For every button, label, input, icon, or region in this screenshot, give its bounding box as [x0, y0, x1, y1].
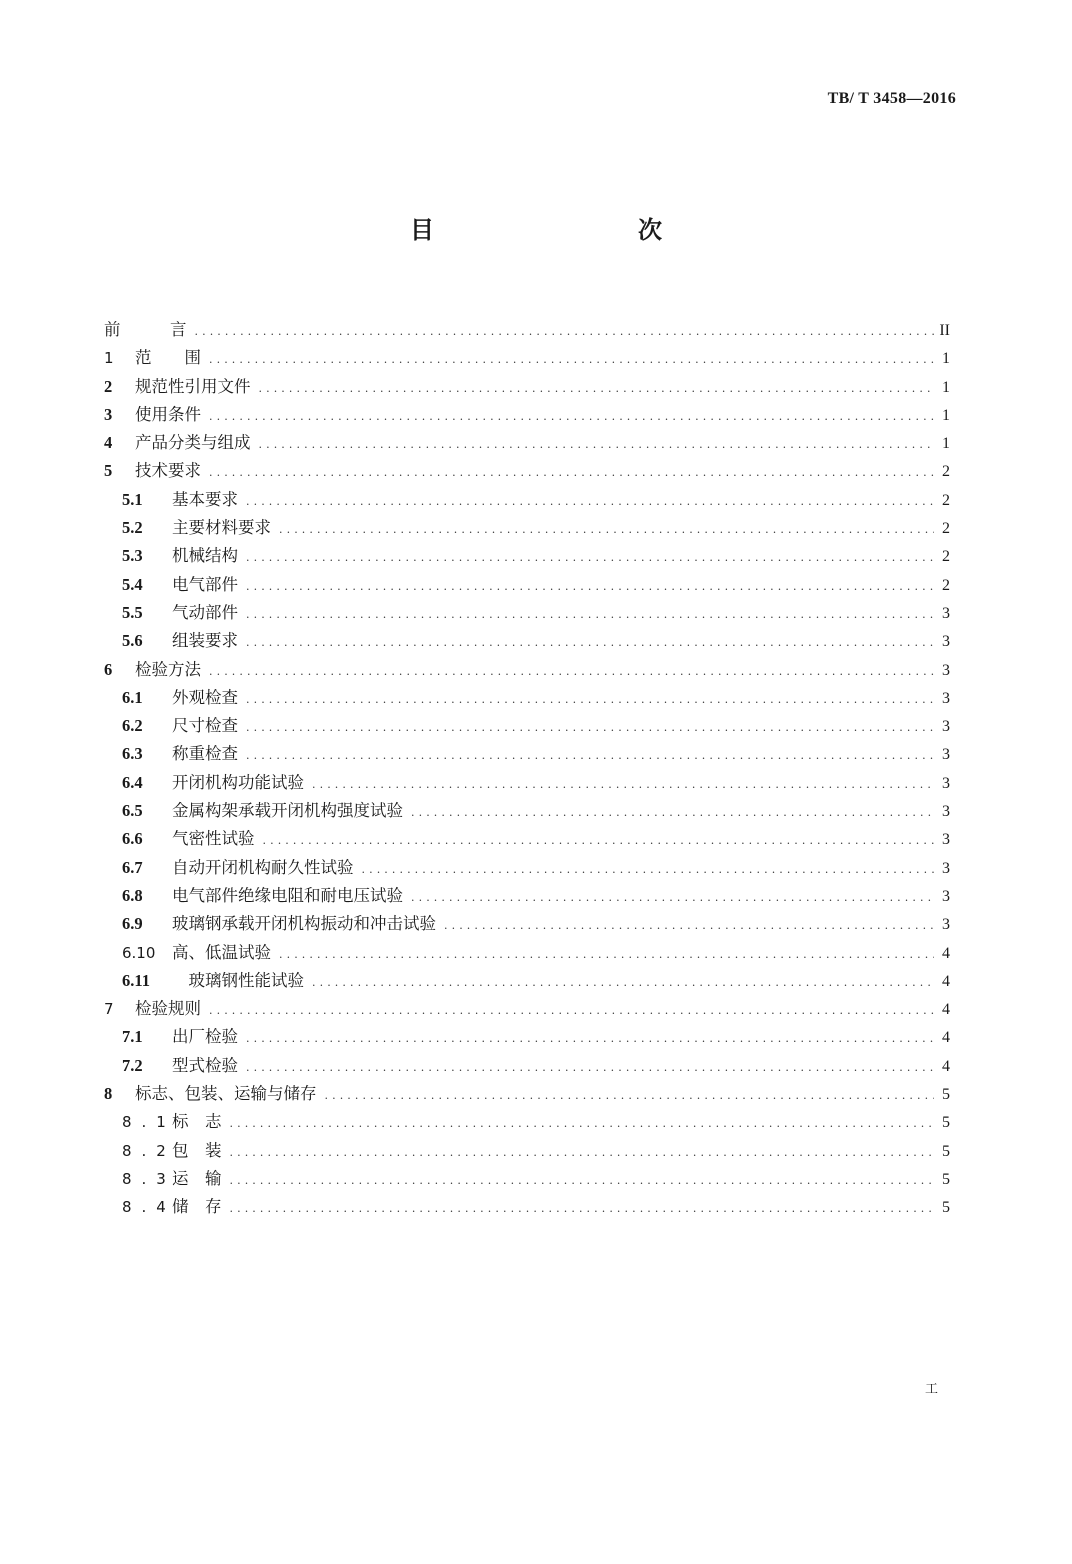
dot-leader — [312, 778, 934, 791]
toc-entry[interactable] — [104, 656, 950, 684]
toc-entry-number: 6.8 — [122, 885, 143, 905]
toc-entry-label: 前 言 — [104, 320, 187, 339]
toc-entry-number: 5.1 — [122, 489, 143, 509]
toc-entry-label: 包 装 — [172, 1140, 222, 1160]
toc-entry-label: 技术要求 — [135, 461, 201, 481]
toc-entry[interactable] — [104, 939, 950, 967]
toc-entry-page: 3 — [942, 661, 950, 679]
toc-entry-number: 6.6 — [122, 829, 143, 849]
toc-entry-page: 5 — [942, 1086, 950, 1104]
page-title: 目 次 — [410, 215, 714, 244]
toc-entry[interactable] — [104, 1080, 950, 1108]
toc-entry-number: 7 — [104, 1000, 114, 1019]
toc-entry[interactable] — [104, 1023, 950, 1051]
toc-entry-label: 产品分类与组成 — [135, 433, 251, 453]
toc-entry-label: 玻璃钢承载开闭机构振动和冲击试验 — [172, 914, 436, 934]
toc-entry-number: 6.10 — [122, 943, 156, 962]
toc-entry-number: 3 — [104, 404, 113, 424]
toc-entry-number: 6.5 — [122, 801, 143, 821]
toc-entry[interactable] — [104, 797, 950, 825]
toc-entry[interactable] — [104, 825, 950, 853]
toc-entry-number: 6.11 — [122, 970, 150, 990]
dot-leader — [263, 834, 935, 847]
dot-leader — [279, 523, 934, 536]
dot-leader — [209, 466, 934, 479]
toc-entry-page: 3 — [942, 803, 950, 821]
toc-entry[interactable] — [104, 684, 950, 712]
toc-entry-label: 规范性引用文件 — [135, 376, 251, 396]
toc-entry[interactable] — [104, 486, 950, 514]
toc-entry-label: 储 存 — [172, 1197, 222, 1217]
toc-entry-page: 3 — [942, 689, 950, 707]
toc-entry-page: 2 — [942, 463, 950, 481]
toc-entry-page: II — [939, 322, 950, 339]
toc-entry-page: 1 — [942, 435, 950, 453]
toc-entry-page: 5 — [942, 1114, 950, 1132]
toc-entry-label: 开闭机构功能试验 — [172, 772, 304, 792]
toc-entry[interactable] — [104, 1052, 950, 1080]
toc-entry-page: 3 — [942, 887, 950, 905]
toc-entry-page: 3 — [942, 859, 950, 877]
toc-entry-page: 1 — [942, 350, 950, 368]
toc-entry-page: 2 — [942, 548, 950, 566]
toc-entry-number: 7.1 — [122, 1027, 143, 1047]
toc-entry-label: 气密性试验 — [172, 829, 255, 849]
toc-entry[interactable] — [104, 344, 950, 372]
dot-leader — [209, 353, 934, 366]
toc-entry-page: 4 — [942, 1001, 950, 1019]
toc-entry-number: 7.2 — [122, 1055, 143, 1075]
toc-entry-page: 3 — [942, 718, 950, 736]
dot-leader — [230, 1202, 935, 1215]
toc-entry-page: 2 — [942, 520, 950, 538]
dot-leader — [325, 1089, 935, 1102]
toc-entry[interactable] — [104, 1193, 950, 1221]
toc-entry-label: 基本要求 — [172, 489, 238, 509]
toc-entry[interactable] — [104, 514, 950, 542]
toc-entry[interactable] — [104, 627, 950, 655]
page-number-mark: 工 — [925, 1382, 939, 1397]
dot-leader — [246, 551, 934, 564]
toc-entry-number: 6.1 — [122, 687, 143, 707]
toc-entry-page: 3 — [942, 746, 950, 764]
toc-entry-number: 5.5 — [122, 602, 143, 622]
toc-entry-page: 3 — [942, 774, 950, 792]
dot-leader — [246, 693, 934, 706]
toc-entry-label: 组装要求 — [172, 631, 238, 651]
toc-entry-label: 检验规则 — [135, 999, 201, 1019]
toc-entry[interactable] — [104, 429, 950, 457]
toc-entry-label: 运 输 — [172, 1168, 222, 1188]
toc-entry-page: 5 — [942, 1142, 950, 1160]
toc-entry-label: 范 围 — [135, 348, 201, 368]
toc-entry-label: 自动开闭机构耐久性试验 — [172, 857, 354, 877]
toc-entry-page: 3 — [942, 604, 950, 622]
toc-entry-label: 出厂检验 — [172, 1027, 238, 1047]
dot-leader — [195, 325, 935, 338]
toc-entry-number: 2 — [104, 376, 113, 396]
dot-leader — [259, 382, 935, 395]
toc-entry[interactable] — [104, 712, 950, 740]
dot-leader — [246, 749, 934, 762]
table-of-contents — [104, 316, 950, 1222]
dot-leader — [209, 1004, 934, 1017]
dot-leader — [246, 1032, 934, 1045]
toc-entry-label: 标 志 — [172, 1112, 222, 1132]
dot-leader — [259, 438, 935, 451]
toc-entry[interactable] — [104, 910, 950, 938]
dot-leader — [312, 976, 934, 989]
toc-entry-page: 4 — [942, 1057, 950, 1075]
toc-entry-page: 3 — [942, 916, 950, 934]
toc-entry-label: 金属构架承载开闭机构强度试验 — [172, 801, 403, 821]
toc-entry-label: 外观检查 — [172, 687, 238, 707]
toc-entry[interactable] — [104, 740, 950, 768]
toc-entry-label: 电气部件绝缘电阻和耐电压试验 — [172, 885, 403, 905]
toc-entry[interactable] — [104, 571, 950, 599]
toc-entry[interactable] — [104, 599, 950, 627]
toc-entry-number: 6.2 — [122, 716, 143, 736]
dot-leader — [230, 1146, 935, 1159]
dot-leader — [209, 410, 934, 423]
dot-leader — [411, 806, 934, 819]
toc-entry[interactable] — [104, 457, 950, 485]
toc-entry-page: 1 — [942, 378, 950, 396]
toc-entry[interactable] — [104, 542, 950, 570]
toc-entry[interactable] — [104, 995, 950, 1023]
dot-leader — [246, 608, 934, 621]
toc-entry-number: 6.4 — [122, 772, 143, 792]
toc-entry-label: 机械结构 — [172, 546, 238, 566]
toc-entry[interactable] — [104, 401, 950, 429]
dot-leader — [230, 1117, 935, 1130]
toc-entry[interactable] — [104, 1137, 950, 1165]
toc-entry-page: 4 — [942, 944, 950, 962]
toc-entry-number: 6 — [104, 659, 113, 679]
toc-entry-number: 5.2 — [122, 518, 143, 538]
toc-entry[interactable] — [104, 1108, 950, 1136]
toc-entry-label: 气动部件 — [172, 602, 238, 622]
toc-entry-label: 主要材料要求 — [172, 518, 271, 538]
toc-entry[interactable] — [104, 882, 950, 910]
toc-entry-page: 3 — [942, 633, 950, 651]
dot-leader — [411, 891, 934, 904]
toc-entry[interactable] — [104, 373, 950, 401]
toc-entry-label: 高、低温试验 — [172, 942, 271, 962]
toc-entry[interactable] — [104, 769, 950, 797]
toc-entry-label: 标志、包装、运输与储存 — [135, 1084, 317, 1104]
dot-leader — [246, 1061, 934, 1074]
toc-entry-page: 2 — [942, 576, 950, 594]
toc-entry-number: 4 — [104, 433, 113, 453]
dot-leader — [362, 863, 935, 876]
toc-entry-number: 1 — [104, 349, 114, 368]
toc-entry-number: 5.6 — [122, 631, 143, 651]
toc-entry-page: 4 — [942, 972, 950, 990]
dot-leader — [246, 721, 934, 734]
toc-entry-number: 6.9 — [122, 914, 143, 934]
toc-entry-page: 5 — [942, 1199, 950, 1217]
dot-leader — [230, 1174, 935, 1187]
toc-entry-page: 3 — [942, 831, 950, 849]
toc-entry-label: 电气部件 — [172, 574, 238, 594]
toc-entry-label: 检验方法 — [135, 659, 201, 679]
toc-entry-page: 1 — [942, 406, 950, 424]
toc-entry-number: 8.2 — [122, 1141, 176, 1160]
toc-entry-label: 称重检查 — [172, 744, 238, 764]
toc-entry[interactable] — [104, 1165, 950, 1193]
toc-entry-label: 型式检验 — [172, 1055, 238, 1075]
toc-entry-number: 5.3 — [122, 546, 143, 566]
dot-leader — [246, 636, 934, 649]
standard-code: TB/ T 3458—2016 — [827, 90, 956, 107]
toc-entry-number: 8.3 — [122, 1169, 176, 1188]
toc-entry-number: 8.4 — [122, 1198, 176, 1217]
dot-leader — [209, 665, 934, 678]
toc-entry[interactable] — [104, 316, 950, 344]
toc-entry-number: 6.3 — [122, 744, 143, 764]
dot-leader — [246, 495, 934, 508]
toc-entry-page: 2 — [942, 491, 950, 509]
dot-leader — [246, 580, 934, 593]
dot-leader — [279, 948, 934, 961]
toc-entry-number: 8.1 — [122, 1113, 176, 1132]
toc-entry-page: 4 — [942, 1029, 950, 1047]
toc-entry-number: 5.4 — [122, 574, 143, 594]
toc-entry-label: 玻璃钢性能试验 — [172, 970, 304, 990]
toc-entry-number: 6.7 — [122, 857, 143, 877]
toc-entry-label: 使用条件 — [135, 404, 201, 424]
toc-entry-number: 5 — [104, 461, 113, 481]
toc-entry-number: 8 — [104, 1084, 113, 1104]
toc-entry[interactable] — [104, 854, 950, 882]
toc-entry-label: 尺寸检查 — [172, 716, 238, 736]
dot-leader — [444, 919, 934, 932]
toc-entry[interactable] — [104, 967, 950, 995]
toc-entry-page: 5 — [942, 1170, 950, 1188]
